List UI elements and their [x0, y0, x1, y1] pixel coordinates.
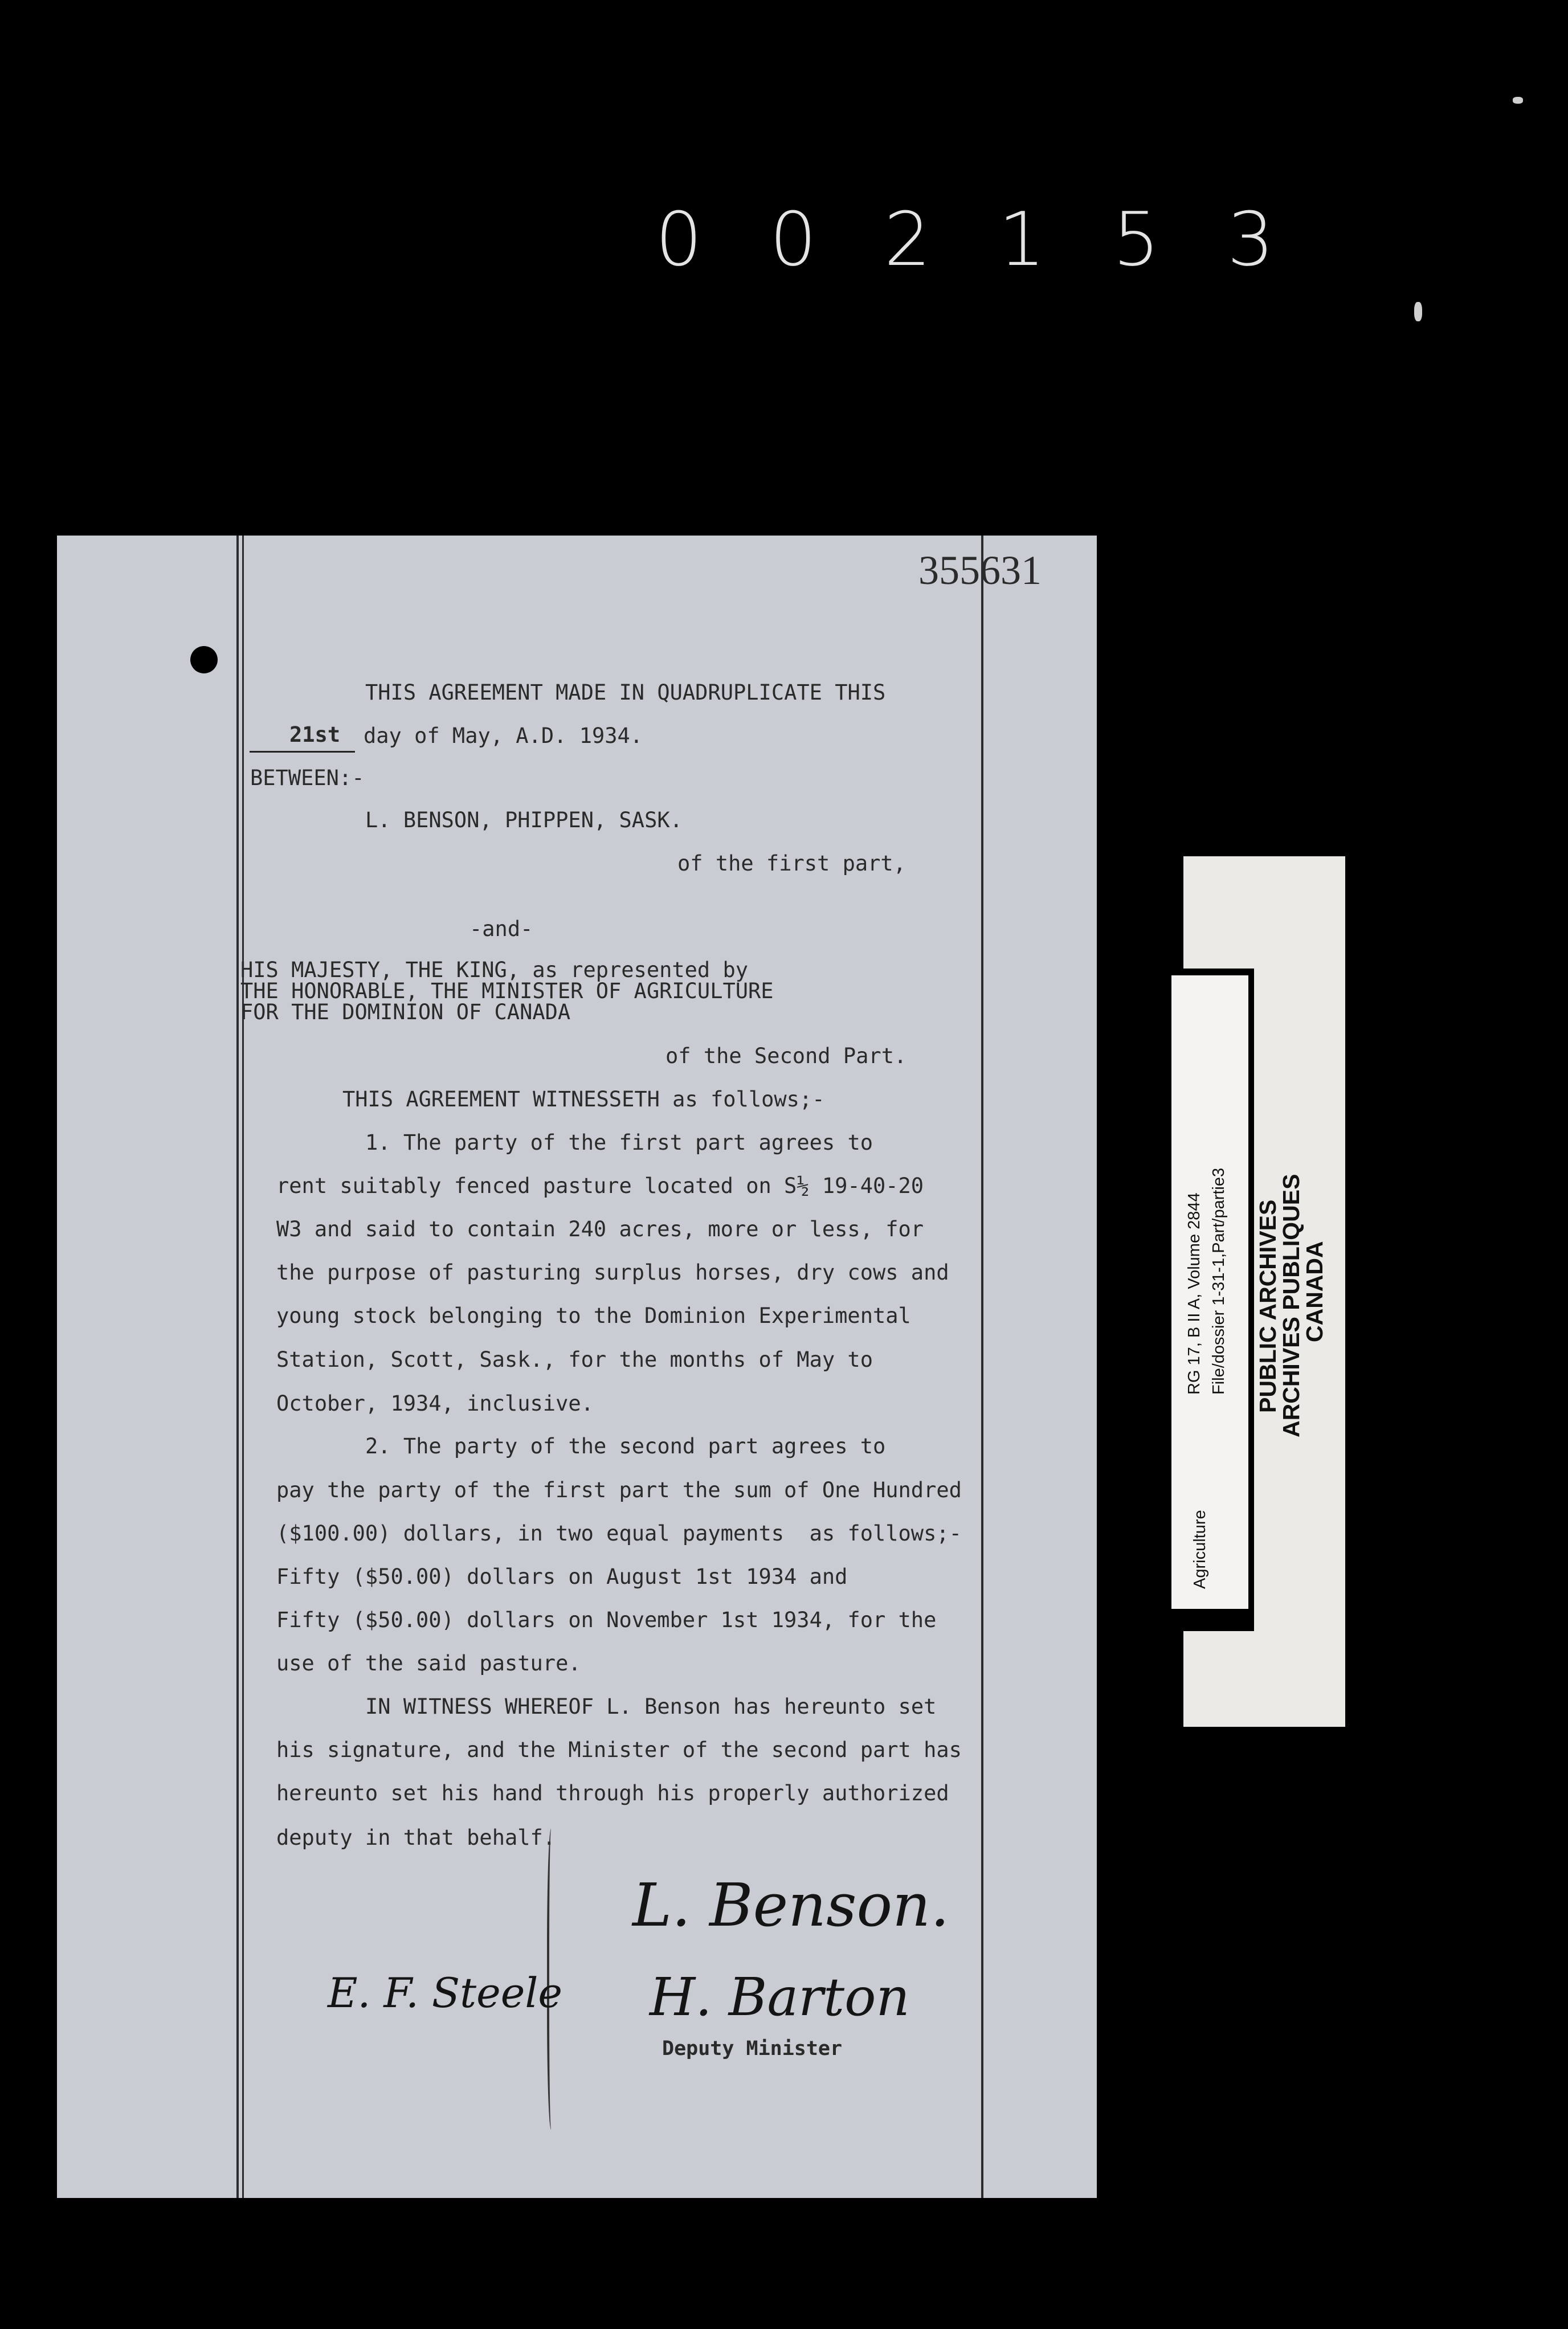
text-line: of the first part, [677, 851, 906, 876]
label-record-group: RG 17, B II A, Volume 2844 [1185, 1192, 1203, 1395]
text-line: deputy in that behalf. [276, 1825, 556, 1850]
text-line: October, 1934, inclusive. [276, 1391, 594, 1416]
text-line: the purpose of pasturing surplus horses, dry cows and [276, 1260, 949, 1285]
label-archives-en: PUBLIC ARCHIVES [1255, 1199, 1281, 1413]
text-line: FOR THE DOMINION OF CANADA [240, 1000, 571, 1024]
text-line: THE HONORABLE, THE MINISTER OF AGRICULTURE [240, 979, 774, 1003]
film-speck [1513, 97, 1523, 104]
text-line: day of May, A.D. 1934. [364, 724, 643, 748]
text-line: THIS AGREEMENT WITNESSETH as follows;- [342, 1087, 825, 1112]
film-speck [1414, 302, 1422, 321]
text-line: of the Second Part. [665, 1044, 907, 1068]
text-line: W3 and said to contain 240 acres, more or less, for [276, 1217, 924, 1241]
text-line: 2. The party of the second part agrees to [365, 1434, 886, 1458]
label-archives-fr: ARCHIVES PUBLIQUES [1278, 1174, 1304, 1437]
text-line: Station, Scott, Sask., for the months of May to [276, 1347, 873, 1372]
text-line: -and- [469, 917, 533, 941]
text-line: THIS AGREEMENT MADE IN QUADRUPLICATE THIS [365, 680, 886, 705]
text-line: Fifty ($50.00) dollars on August 1st 1934 and [276, 1564, 848, 1589]
text-line: pay the party of the first part the sum of One Hundred [276, 1478, 962, 1502]
text-line: 1. The party of the first part agrees to [365, 1130, 873, 1155]
punch-hole [190, 646, 218, 673]
text-line: IN WITNESS WHEREOF L. Benson has hereunto set [365, 1694, 937, 1719]
day-underline [250, 751, 355, 753]
label-country: CANADA [1301, 1241, 1328, 1342]
text-line: Fifty ($50.00) dollars on November 1st 1934, for the [276, 1608, 937, 1632]
witness-signature: E. F. Steele [328, 1969, 562, 2017]
deputy-signature: H. Barton [650, 1967, 910, 2028]
benson-signature: L. Benson. [632, 1870, 950, 1940]
text-line: hereunto set his hand through his properly authorized [276, 1781, 949, 1805]
left-margin-line [236, 536, 239, 2198]
day-date: 21st [289, 722, 341, 747]
text-line: HIS MAJESTY, THE KING, as represented by [240, 958, 749, 982]
text-line: his signature, and the Minister of the second part has [276, 1738, 962, 1762]
right-margin-line [981, 536, 983, 2198]
agreement-document [57, 536, 1097, 2198]
text-line: BETWEEN:- [250, 766, 365, 790]
text-line: use of the said pasture. [276, 1651, 581, 1676]
text-line: young stock belonging to the Dominion Experimental [276, 1304, 911, 1328]
label-file-reference: File/dossier 1-31-1,Part/partie3 [1210, 1167, 1228, 1395]
left-margin-line-inner [242, 536, 244, 2198]
document-number: 355631 [918, 547, 1042, 593]
text-line: L. BENSON, PHIPPEN, SASK. [365, 808, 683, 832]
label-department: Agriculture [1191, 1510, 1209, 1589]
text-line: ($100.00) dollars, in two equal payments as follows;- [276, 1521, 962, 1546]
microfilm-frame-number: 002153 [655, 196, 1342, 283]
text-line: rent suitably fenced pasture located on S½ 19-40-20 [276, 1174, 924, 1198]
deputy-minister-title: Deputy Minister [662, 2037, 843, 2060]
